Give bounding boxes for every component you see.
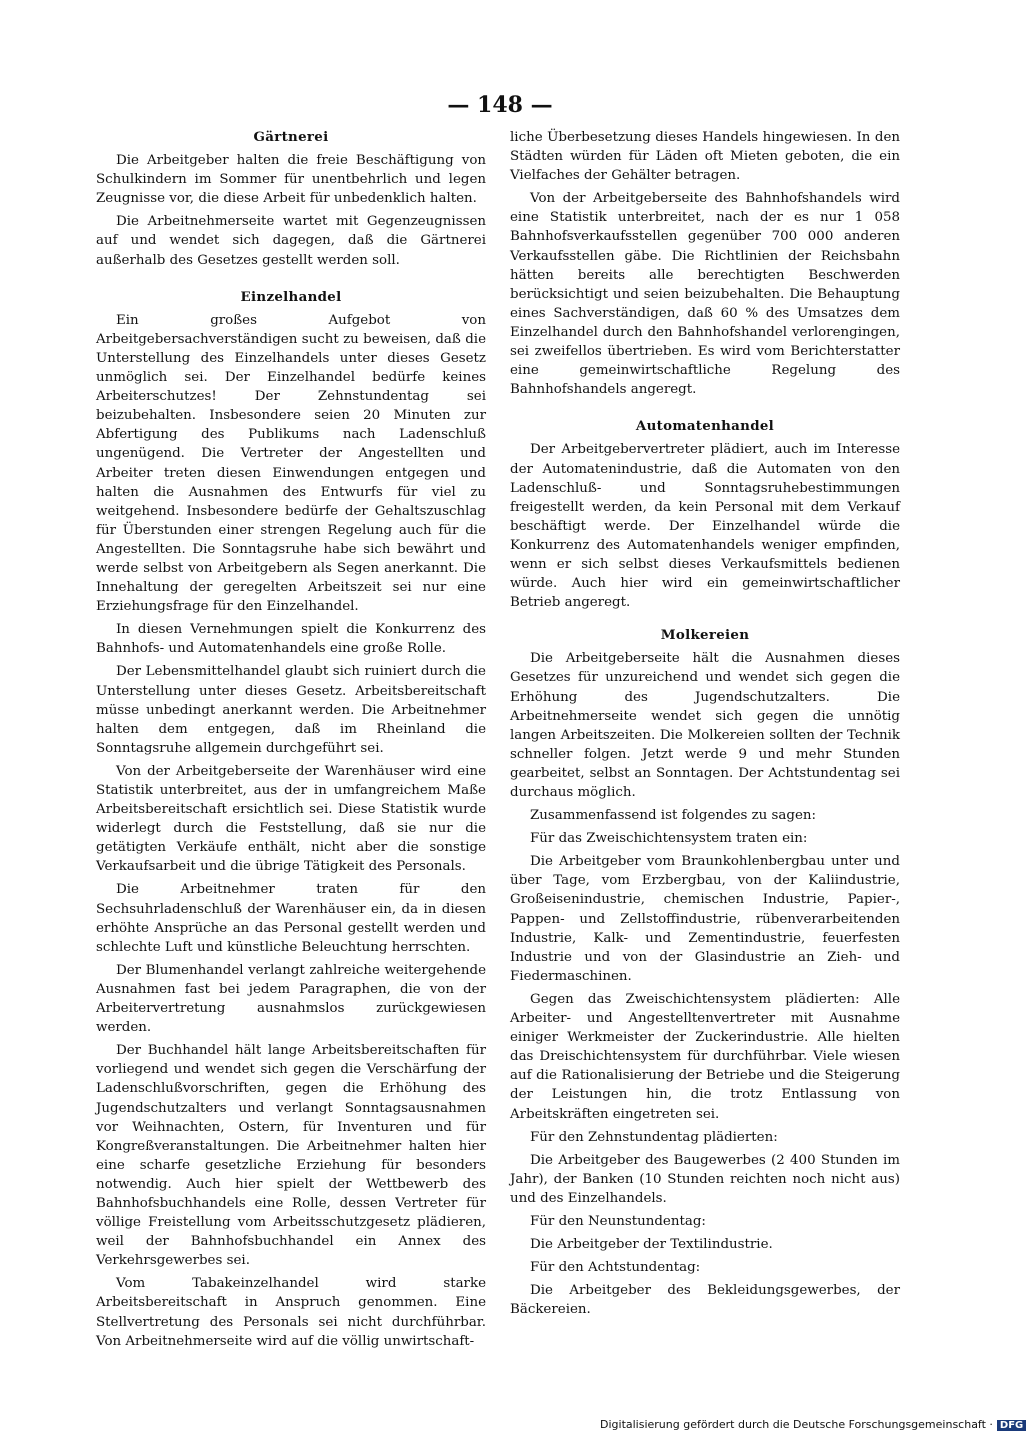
paragraph: Für den Achtstundentag: — [530, 1260, 701, 1276]
paragraph: Gegen das Zweischichtensystem plädierten: Alle Arbeiter- und Angestelltenvertreter mit Ausnahme einiger Werkmeister der Zuckerindustrie. Alle hielten das Dreischichtensystem für durchführbar. Viele wiesen auf die Rationalisierung der Betriebe und die Steigerung der Leistungen hin, die trotz Entlassung von Arbeitskräften eingetreten sei. — [510, 991, 900, 1122]
paragraph: liche Überbesetzung dieses Handels hingewiesen. In den Städten würden für Läden oft Mieten geboten, die ein Vielfaches der Gehälter betragen. — [510, 130, 900, 184]
paragraph: Die Arbeitgeber der Textilindustrie. — [530, 1237, 773, 1253]
paragraph: Der Blumenhandel verlangt zahlreiche weitergehende Ausnahmen fast bei jedem Paragraphen, die von der Arbeitervertretung ausnahmslos zurückgewiesen werden. — [96, 962, 486, 1036]
right-column — [510, 128, 900, 1323]
paragraph: Die Arbeitgeber des Bekleidungsgewerbes, der Bäckereien. — [510, 1283, 900, 1318]
paragraph: Von der Arbeitgeberseite der Warenhäuser wird eine Statistik unterbreitet, aus der in umfangreichem Maße Arbeitsbereitschaft ersichtlich sei. Diese Statistik wurde widerlegt durch die Feststellung, daß sie nur die getätigten Verkäufe enthält, nicht aber die sonstige Verkaufsarbeit und die übrige Tätigkeit des Personals. — [96, 763, 486, 875]
paragraph: Der Arbeitgebervertreter plädiert, auch im Interesse der Automatenindustrie, daß die Automaten von den Ladenschluß- und Sonntagsruhebestimmungen freigestellt werden, da kein Personal mit dem Verkauf beschäftigt werde. Der Einzelhandel würde die Konkurrenz des Automatenhandels weniger empfinden, wenn er sich selbst dieses Verkaufsmittels bedienen würde. Auch hier wird ein gemeinwirtschaftlicher Betrieb angeregt. — [510, 442, 900, 611]
paragraph: Für den Neunstundentag: — [530, 1213, 706, 1229]
section-title-einzelhandel: Einzelhandel — [240, 288, 342, 305]
paragraph: Von der Arbeitgeberseite des Bahnhofshandels wird eine Statistik unterbreitet, nach der es nur 1 058 Bahnhofsverkaufsstellen gegenüber 700 000 anderen Verkaufsstellen gäbe. Die Richtlinien der Reichsbahn hätten bereits alle berechtigten Beschwerden berücksichtigt und seien beizubehalten. Die Behauptung eines Sachverständigen, daß 60 % des Umsatzes dem Einzelhandel durch den Bahnhofshandel verlorengingen, sei zweifellos übertrieben. Es wird vom Berichterstatter eine gemeinwirtschaftliche Regelung des Bahnhofshandels angeregt. — [510, 191, 900, 398]
paragraph: Die Arbeitgeber vom Braunkohlenbergbau unter und über Tage, vom Erzbergbau, von der Kaliindustrie, Großeisenindustrie, chemischen Industrie, Papier-, Pappen- und Zellstoffindustrie, rübenverarbeitenden Industrie, Kalk- und Zementindustrie, feuerfesten Industrie und von der Glasindustrie an Zieh- und Fiedermaschinen. — [510, 854, 900, 984]
paragraph: In diesen Vernehmungen spielt die Konkurrenz des Bahnhofs- und Automatenhandels eine große Rolle. — [96, 622, 486, 657]
paragraph: Die Arbeitgeber des Baugewerbes (2 400 Stunden im Jahr), der Banken (10 Stunden reichten noch nicht aus) und des Einzelhandels. — [510, 1152, 900, 1206]
paragraph: Vom Tabakeinzelhandel wird starke Arbeitsbereitschaft in Anspruch genommen. Eine Stellvertretung des Personals sei nicht durchführbar. Von Arbeitnehmerseite wird auf die völlig unwirtschaft- — [96, 1276, 486, 1349]
section-title-automatenhandel: Automatenhandel — [635, 418, 775, 435]
paragraph: Der Buchhandel hält lange Arbeitsbereitschaften für vorliegend und wendet sich gegen die Verschärfung der Ladenschlußvorschriften, gegen die Erhöhung des Jugendschutzalters und verlangt Sonntagsausnahmen vor Weihnachten, Ostern, für Inventuren und für Kongreßveranstaltungen. Die Arbeitnehmer halten hier eine scharfe gesetzliche Erziehung für besonders notwendig. Auch hier spielt der Wettbewerb des Bahnhofsbuchhandels eine Rolle, dessen Vertreter für völlige Freistellung vom Arbeitsschutzgesetz plädieren, weil der Bahnhofsbuchhandel ein Annex des Verkehrsgewerbes sei. — [96, 1043, 486, 1269]
paragraph: Die Arbeitnehmer traten für den Sechsuhrladenschluß der Warenhäuser ein, da in diesen erhöhte Ansprüche an das Personal gestellt werden und schlechte Luft und künstliche Beleuchtung herrschten. — [96, 882, 486, 955]
paragraph: Ein großes Aufgebot von Arbeitgebersachverständigen sucht zu beweisen, daß die Unterstellung des Einzelhandels unter dieses Gesetz unmöglich sei. Der Einzelhandel bedürfe keines Arbeiterschutzes! Der Zehnstundentag sei beizubehalten. Insbesondere seien 20 Minuten zur Abfertigung des Publikums nach Ladenschluß ungenügend. Die Vertreter der Angestellten und Arbeiter treten diesen Einwendungen entgegen und halten die Ausnahmen des Entwurfs für viel zu weitgehend. Insbesondere bedürfe der Gehaltszuschlag für Überstunden einer strengen Regelung auch für die Angestellten. Die Sonntagsruhe habe sich bewährt und werde selbst von Arbeitgebern als Segen anerkannt. Die Innehaltung der geregelten Arbeitszeit sei nur eine Erziehungsfrage für den Einzelhandel. — [96, 312, 486, 615]
page-number: — 148 — — [447, 92, 553, 118]
paragraph: Für den Zehnstundentag plädierten: — [530, 1129, 778, 1145]
paragraph: Für das Zweischichtensystem traten ein: — [530, 831, 808, 847]
left-column — [96, 128, 486, 1355]
paragraph: Zusammenfassend ist folgendes zu sagen: — [530, 808, 817, 824]
paragraph: Die Arbeitgeber halten die freie Beschäftigung von Schulkindern im Sommer für unentbehrlich und legen Zeugnisse vor, die diese Arbeit für unbedenklich halten. — [96, 153, 486, 207]
section-title-molkereien: Molkereien — [660, 627, 750, 644]
digitization-footer — [600, 1418, 1024, 1434]
paragraph: Die Arbeitgeberseite hält die Ausnahmen dieses Gesetzes für unzureichend und wendet sich gegen die Erhöhung des Jugendschutzalters. Die Arbeitnehmerseite wendet sich gegen die unnötig langen Arbeitszeiten. Die Molkereien sollten der Technik schneller folgen. Jetzt werde 9 und mehr Stunden gearbeitet, selbst an Sonntagen. Der Achtstundentag sei durchaus möglich. — [510, 651, 900, 800]
dfg-logo: DFG — [997, 1420, 1026, 1431]
paragraph: Die Arbeitnehmerseite wartet mit Gegenzeugnissen auf und wendet sich dagegen, daß die Gärtnerei außerhalb des Gesetzes gestellt werden soll. — [96, 214, 486, 268]
footer-text: Digitalisierung gefördert durch die Deutsche Forschungsgemeinschaft · — [600, 1418, 993, 1431]
section-title-gaertnerei: Gärtnerei — [253, 129, 329, 145]
paragraph: Der Lebensmittelhandel glaubt sich ruiniert durch die Unterstellung unter dieses Gesetz. Arbeitsbereitschaft müsse unbedingt anerkannt werden. Die Arbeitnehmer halten dem entgegen, daß im Rheinland die Sonntagsruhe allgemein durchgeführt sei. — [96, 664, 486, 756]
